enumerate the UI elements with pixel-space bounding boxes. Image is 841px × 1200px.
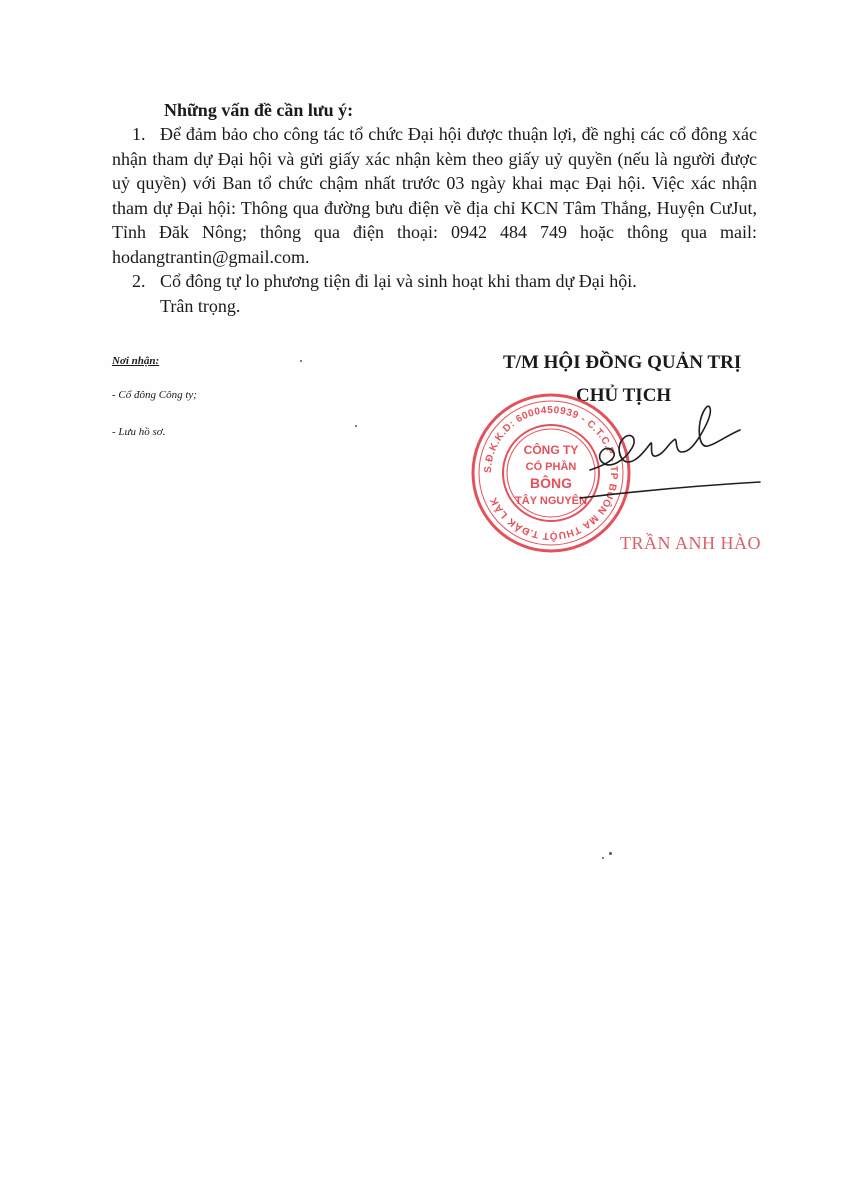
svg-text:TÂY NGUYÊN: TÂY NGUYÊN: [515, 495, 587, 507]
scan-speck: [300, 360, 302, 362]
svg-text:CỔ PHẦN: CỔ PHẦN: [525, 461, 577, 473]
signer-name: TRẦN ANH HÀO: [620, 533, 761, 553]
svg-text:S.Đ.K.K.D: 6000450939 - C.T.C.: S.Đ.K.K.D: 6000450939 - C.T.C.P - TP BUÔN MA THUỘT T.ĐẮK LẮK: [482, 404, 620, 542]
recipient-item: - Lưu hồ sơ.: [112, 426, 166, 438]
svg-text:BÔNG: BÔNG: [530, 475, 572, 491]
note-item: [112, 269, 757, 294]
note-item-number: 1.: [132, 124, 146, 144]
note-item-text: Để đảm bảo cho công tác tổ chức Đại hội được thuận lợi, đề nghị các cổ đông xác nhận tham dự Đại hội và gửi giấy xác nhận kèm theo giấy uỷ quyền (nếu là người được uỷ quyền) với Ban tổ chức chậm nhất trước 03 ngày khai mạc Đại hội. Việc xác nhận tham dự Đại hội: Thông qua đường bưu điện về địa chỉ KCN Tâm Thắng, Huyện CưJut, Tỉnh Đăk Nông; thông qua điện thoại: 0942 484 749 hoặc thông qua mail: hodangtrantin@gmail.com.: [112, 124, 757, 267]
svg-text:CÔNG TY: CÔNG TY: [523, 443, 579, 457]
note-item: [112, 122, 757, 269]
notes-heading: Những vấn đề cần lưu ý:: [164, 100, 354, 120]
signature-title: CHỦ TỊCH: [576, 385, 672, 406]
recipients-title: Nơi nhận:: [112, 355, 160, 367]
handwritten-signature-icon: [550, 400, 770, 510]
scan-speck: [602, 857, 604, 859]
note-item-number: 2.: [132, 271, 146, 291]
recipient-item: - Cổ đông Công ty;: [112, 389, 197, 401]
note-item-text: Cổ đông tự lo phương tiện đi lại và sinh hoạt khi tham dự Đại hội.: [160, 271, 637, 291]
signature-organization: T/M HỘI ĐỒNG QUẢN TRỊ: [503, 352, 742, 373]
notes-body: [112, 122, 757, 318]
scan-speck: [355, 425, 357, 427]
scan-speck: [609, 852, 612, 855]
closing-text: Trân trọng.: [160, 295, 241, 316]
